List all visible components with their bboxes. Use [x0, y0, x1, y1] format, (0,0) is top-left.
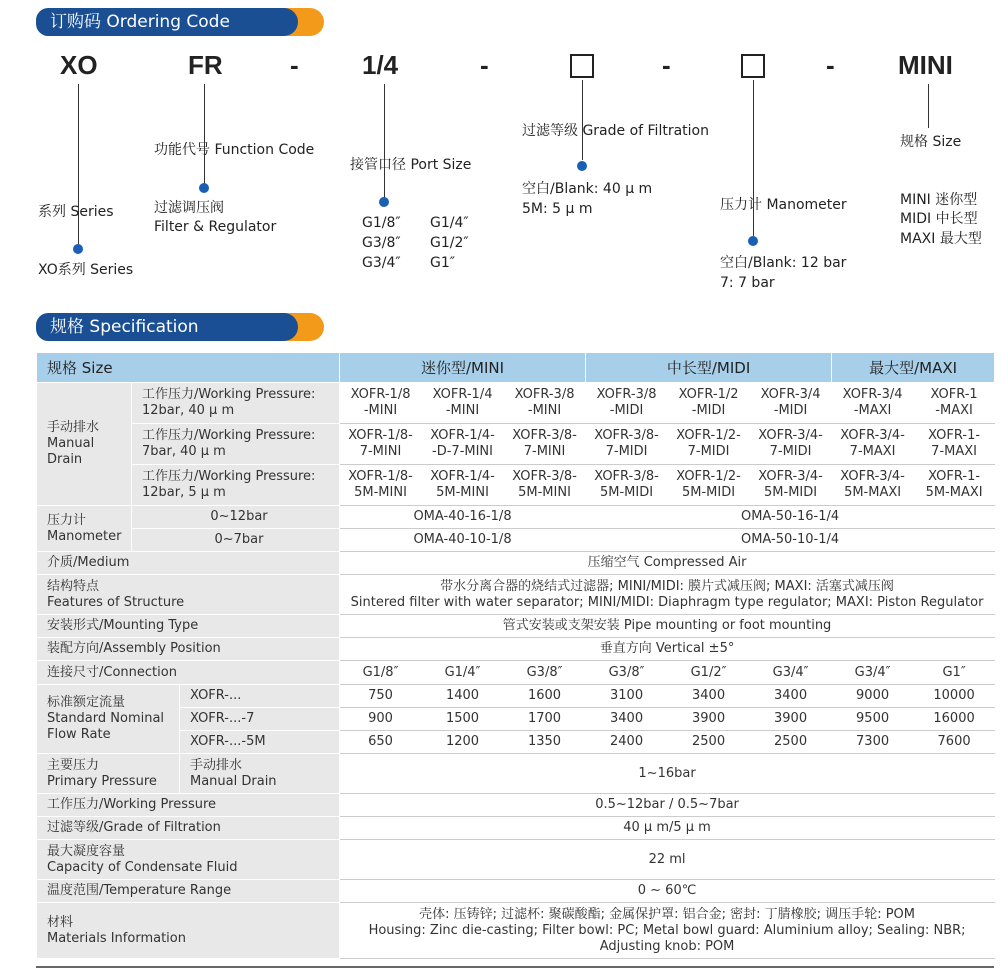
- condition-cell: [132, 465, 340, 506]
- structure-label: [37, 575, 340, 615]
- manometer-dot: [748, 236, 758, 246]
- materials-label-en: Materials Information: [47, 930, 186, 946]
- materials-label-cn: 材料: [47, 914, 74, 930]
- model-line: 7-MAXI: [931, 444, 977, 459]
- primary-sub-en: Manual Drain: [190, 773, 277, 789]
- table-bottom-rule: [36, 966, 994, 968]
- port-size-3: G3/8″: [362, 235, 401, 251]
- table-row: [37, 424, 995, 465]
- model-line: XOFR-3/4-: [758, 469, 823, 484]
- size-value-3: MAXI 最大型: [900, 231, 982, 247]
- port-size-5: G3/4″: [362, 255, 401, 271]
- primary-sub-cn: 手动排水: [190, 757, 243, 773]
- table-row: [37, 685, 995, 708]
- port-size-6: G1″: [430, 255, 455, 271]
- manual-drain-label: [37, 383, 132, 506]
- model-line: 7-MIDI: [769, 444, 812, 459]
- size-value-1: MINI 迷你型: [900, 192, 978, 208]
- table-row: [37, 615, 995, 638]
- model-line: 7-MINI: [523, 444, 566, 459]
- flow-label-en: Standard Nominal: [47, 711, 165, 726]
- primary-value: 1~16bar: [340, 754, 995, 794]
- temperature-value: 0 ~ 60℃: [340, 880, 995, 903]
- model-line: XOFR-1/8-: [348, 469, 413, 484]
- model-text: [671, 469, 746, 501]
- model-text: [753, 469, 828, 501]
- model-line: 7-MAXI: [849, 444, 896, 459]
- model-line: -MIDI: [609, 403, 644, 418]
- table-row: [37, 708, 995, 731]
- model-text: [589, 387, 664, 419]
- port-size-2: G1/4″: [430, 215, 469, 231]
- materials-label: [37, 903, 340, 959]
- model-line: XOFR-3/4: [760, 387, 821, 402]
- connection-value: G3/8″: [586, 661, 668, 685]
- code-size: MINI: [898, 50, 953, 80]
- connection-value: G3/4″: [750, 661, 832, 685]
- size-line: [928, 84, 929, 128]
- model-line: XOFR-3/8-: [594, 428, 659, 443]
- table-header-row: [37, 353, 995, 383]
- connection-value: G3/4″: [832, 661, 914, 685]
- model-line: XOFR-3/8: [514, 387, 575, 402]
- manometer-range: 0~7bar: [132, 529, 340, 552]
- flow-value: 750: [340, 685, 422, 708]
- mounting-value: 管式安装或支架安装 Pipe mounting or foot mounting: [340, 615, 995, 638]
- code-dash-1: -: [290, 50, 299, 80]
- medium-label: 介质/Medium: [37, 552, 340, 575]
- structure-value-cn: 带水分离合器的烧结式过滤器; MINI/MIDI: 膜片式减压阀; MAXI: 活塞式减压阀: [440, 578, 894, 594]
- model-text: [589, 428, 664, 460]
- condition-line: 12bar, 40 μ m: [142, 403, 235, 418]
- model-text: [671, 428, 746, 460]
- model-line: 7-MIDI: [605, 444, 648, 459]
- condition-line: 工作压力/Working Pressure:: [142, 387, 316, 402]
- model-text: [425, 387, 500, 419]
- model-cell: [422, 424, 504, 465]
- flow-value: 3900: [750, 708, 832, 731]
- filtration-label: 过滤等级 Grade of Filtration: [522, 123, 709, 139]
- structure-value-en: Sintered filter with water separator; MINI/MIDI: Diaphragm type regulator; MAXI: Piston Regulator: [350, 594, 984, 610]
- model-cell: [504, 465, 586, 506]
- connection-value: G1/4″: [422, 661, 504, 685]
- grade-value: 40 μ m/5 μ m: [340, 817, 995, 840]
- model-line: -MAXI: [853, 403, 892, 418]
- model-line: XOFR-1-: [928, 469, 981, 484]
- table-row: [37, 529, 995, 552]
- flow-value: 10000: [914, 685, 995, 708]
- model-line: 5M-MIDI: [682, 485, 736, 500]
- model-cell: [832, 383, 914, 424]
- table-row: [37, 880, 995, 903]
- model-cell: [750, 465, 832, 506]
- structure-value: [340, 575, 995, 615]
- manometer-label-en: Manometer: [47, 528, 122, 544]
- function-label: 功能代号 Function Code: [154, 142, 315, 158]
- series-label: 系列 Series: [38, 204, 114, 220]
- model-cell: [586, 465, 668, 506]
- model-text: [507, 387, 582, 419]
- manometer-label: 压力计 Manometer: [720, 197, 847, 213]
- model-line: 5M-MINI: [354, 485, 407, 500]
- table-row: [37, 383, 995, 424]
- model-text: [507, 469, 582, 501]
- flow-value: 3400: [668, 685, 750, 708]
- flow-value: 650: [340, 731, 422, 754]
- series-value: XO系列 Series: [38, 262, 134, 278]
- table-row: [37, 661, 995, 685]
- model-cell: [914, 465, 995, 506]
- model-line: XOFR-1/8: [350, 387, 411, 402]
- flow-model: XOFR-...: [180, 685, 340, 708]
- table-row: [37, 817, 995, 840]
- flow-value: 3400: [750, 685, 832, 708]
- model-line: XOFR-1/2: [678, 387, 739, 402]
- model-cell: [914, 424, 995, 465]
- ordering-code-title: 订购码 Ordering Code: [36, 8, 298, 36]
- model-line: 5M-MINI: [518, 485, 571, 500]
- model-cell: [422, 383, 504, 424]
- model-line: -MIDI: [691, 403, 726, 418]
- materials-value: [340, 903, 995, 959]
- model-line: XOFR-1/8-: [348, 428, 413, 443]
- code-dash-4: -: [826, 50, 835, 80]
- flow-value: 3400: [586, 708, 668, 731]
- model-text: [425, 469, 500, 501]
- flow-label-cn: 标准额定流量: [47, 695, 126, 710]
- model-line: -MINI: [445, 403, 480, 418]
- model-text: [917, 469, 991, 501]
- model-cell: [668, 383, 750, 424]
- model-line: XOFR-1/4: [432, 387, 493, 402]
- condition-line: 工作压力/Working Pressure:: [142, 469, 316, 484]
- size-label: 规格 Size: [900, 134, 962, 150]
- model-text: [671, 387, 746, 419]
- table-row: [37, 575, 995, 615]
- model-line: -MAXI: [935, 403, 973, 418]
- model-text: [425, 428, 500, 460]
- port-label: 接管口径 Port Size: [350, 157, 472, 173]
- model-cell: [914, 383, 995, 424]
- temperature-label: 温度范围/Temperature Range: [37, 880, 340, 903]
- code-fr: FR: [188, 50, 223, 80]
- model-cell: [586, 424, 668, 465]
- model-text: [835, 469, 910, 501]
- model-line: 5M-MAXI: [844, 485, 902, 500]
- table-row: [37, 638, 995, 661]
- flow-value: 2400: [586, 731, 668, 754]
- model-line: XOFR-1/2-: [676, 428, 741, 443]
- materials-value-en: Housing: Zinc die-casting; Filter bowl: PC; Metal bowl guard: Aluminium alloy; Sealing: NBR;: [368, 922, 966, 938]
- condensate-value: 22 ml: [340, 840, 995, 880]
- table-row: [37, 754, 995, 794]
- manometer-other: OMA-50-10-1/4: [586, 529, 995, 552]
- condition-line: 7bar, 40 μ m: [142, 444, 226, 459]
- table-row: [37, 840, 995, 880]
- model-text: [589, 469, 664, 501]
- model-text: [753, 428, 828, 460]
- model-text: [835, 428, 910, 460]
- table-row: [37, 731, 995, 754]
- flow-value: 7300: [832, 731, 914, 754]
- model-line: 7-MINI: [359, 444, 402, 459]
- assembly-value: 垂直方向 Vertical ±5°: [340, 638, 995, 661]
- model-line: 5M-MIDI: [600, 485, 654, 500]
- filtration-value-2: 5M: 5 μ m: [522, 201, 593, 217]
- model-line: XOFR-1-: [928, 428, 981, 443]
- manometer-value-2: 7: 7 bar: [720, 275, 775, 291]
- code-xo: XO: [60, 50, 98, 80]
- manual-drain-label-cn: 手动排水: [47, 420, 100, 435]
- specification-header: [36, 313, 324, 341]
- model-line: -D-7-MINI: [432, 444, 493, 459]
- primary-sub: [180, 754, 340, 794]
- manometer-range: 0~12bar: [132, 506, 340, 529]
- table-row: [37, 794, 995, 817]
- specification-table: [36, 352, 995, 959]
- condensate-label-cn: 最大凝度容量: [47, 843, 126, 859]
- model-line: 5M-MAXI: [925, 485, 983, 500]
- size-value-2: MIDI 中长型: [900, 211, 978, 227]
- model-cell: [586, 383, 668, 424]
- table-row: [37, 903, 995, 959]
- flow-label: [37, 685, 180, 754]
- model-text: [753, 387, 828, 419]
- flow-value: 1200: [422, 731, 504, 754]
- model-cell: [668, 424, 750, 465]
- function-value-en: Filter & Regulator: [154, 219, 277, 235]
- model-cell: [668, 465, 750, 506]
- model-text: [917, 387, 991, 419]
- model-line: XOFR-3/8-: [512, 428, 577, 443]
- code-port: 1/4: [362, 50, 399, 80]
- flow-value: 1400: [422, 685, 504, 708]
- flow-value: 2500: [750, 731, 832, 754]
- structure-label-cn: 结构特点: [47, 578, 100, 594]
- model-line: XOFR-1/2-: [676, 469, 741, 484]
- flow-model: XOFR-...-7: [180, 708, 340, 731]
- materials-value-cn: 壳体: 压铸锌; 过滤杯: 聚碳酸酯; 金属保护罩: 铝合金; 密封: 丁腈橡胶; 调压手轮: POM: [419, 906, 915, 922]
- model-line: 5M-MIDI: [764, 485, 818, 500]
- table-row: [37, 506, 995, 529]
- primary-label: [37, 754, 180, 794]
- model-cell: [832, 424, 914, 465]
- model-cell: [422, 465, 504, 506]
- header-mini: 迷你型/MINI: [340, 353, 586, 383]
- function-line: [204, 84, 205, 184]
- flow-value: 16000: [914, 708, 995, 731]
- model-text: [917, 428, 991, 460]
- filtration-line: [582, 80, 583, 160]
- flow-value: 3900: [668, 708, 750, 731]
- filtration-value-1: 空白/Blank: 40 μ m: [522, 181, 653, 197]
- flow-value: 3100: [586, 685, 668, 708]
- manual-drain-label-en2: Drain: [47, 452, 83, 467]
- connection-value: G1/8″: [340, 661, 422, 685]
- header-maxi: 最大型/MAXI: [832, 353, 995, 383]
- model-text: [343, 469, 418, 501]
- model-cell: [340, 383, 422, 424]
- model-line: 7-MIDI: [687, 444, 730, 459]
- condition-line: 12bar, 5 μ m: [142, 485, 226, 500]
- flow-value: 1350: [504, 731, 586, 754]
- filtration-dot: [577, 161, 587, 171]
- model-line: 5M-MINI: [436, 485, 489, 500]
- flow-value: 2500: [668, 731, 750, 754]
- condition-cell: [132, 424, 340, 465]
- model-line: XOFR-3/4-: [840, 469, 905, 484]
- model-line: XOFR-1/4-: [430, 469, 495, 484]
- model-line: -MIDI: [773, 403, 808, 418]
- manometer-value-1: 空白/Blank: 12 bar: [720, 255, 847, 271]
- condensate-label-en: Capacity of Condensate Fluid: [47, 859, 238, 875]
- condensate-label: [37, 840, 340, 880]
- header-midi: 中长型/MIDI: [586, 353, 832, 383]
- model-line: XOFR-1/4-: [430, 428, 495, 443]
- model-cell: [750, 424, 832, 465]
- port-dot: [379, 197, 389, 207]
- model-line: XOFR-3/4: [842, 387, 903, 402]
- manometer-box: [741, 54, 765, 78]
- series-dot: [73, 244, 83, 254]
- flow-value: 1500: [422, 708, 504, 731]
- model-text: [343, 387, 418, 419]
- model-line: XOFR-3/8-: [512, 469, 577, 484]
- flow-value: 900: [340, 708, 422, 731]
- header-size: 规格 Size: [37, 353, 340, 383]
- connection-value: G1″: [914, 661, 995, 685]
- model-text: [507, 428, 582, 460]
- model-line: XOFR-3/8-: [594, 469, 659, 484]
- specification-title: 规格 Specification: [36, 313, 298, 341]
- model-text: [835, 387, 910, 419]
- port-line: [384, 84, 385, 198]
- code-dash-3: -: [662, 50, 671, 80]
- function-dot: [199, 183, 209, 193]
- model-text: [343, 428, 418, 460]
- manual-drain-label-en: Manual: [47, 436, 95, 451]
- model-line: -MINI: [363, 403, 398, 418]
- materials-value-en2: Adjusting knob: POM: [599, 938, 735, 954]
- ordering-code-header: [36, 8, 324, 36]
- model-cell: [832, 465, 914, 506]
- manometer-label-cn: 压力计: [47, 512, 87, 528]
- working-value: 0.5~12bar / 0.5~7bar: [340, 794, 995, 817]
- code-dash-2: -: [480, 50, 489, 80]
- model-line: XOFR-3/4-: [758, 428, 823, 443]
- model-line: XOFR-3/4-: [840, 428, 905, 443]
- working-label: 工作压力/Working Pressure: [37, 794, 340, 817]
- port-size-1: G1/8″: [362, 215, 401, 231]
- flow-value: 9000: [832, 685, 914, 708]
- model-cell: [750, 383, 832, 424]
- mounting-label: 安装形式/Mounting Type: [37, 615, 340, 638]
- connection-value: G1/2″: [668, 661, 750, 685]
- connection-label: 连接尺寸/Connection: [37, 661, 340, 685]
- model-line: XOFR-1: [930, 387, 978, 402]
- function-value-cn: 过滤调压阀: [154, 200, 224, 216]
- model-line: XOFR-3/8: [596, 387, 657, 402]
- assembly-label: 装配方向/Assembly Position: [37, 638, 340, 661]
- structure-label-en: Features of Structure: [47, 594, 185, 610]
- manometer-other: OMA-50-16-1/4: [586, 506, 995, 529]
- model-cell: [340, 424, 422, 465]
- manometer-label: [37, 506, 132, 552]
- table-row: [37, 465, 995, 506]
- primary-label-cn: 主要压力: [47, 757, 100, 773]
- model-cell: [504, 383, 586, 424]
- condition-cell: [132, 383, 340, 424]
- manometer-mini: OMA-40-16-1/8: [340, 506, 586, 529]
- port-size-4: G1/2″: [430, 235, 469, 251]
- primary-label-en: Primary Pressure: [47, 773, 157, 789]
- manometer-mini: OMA-40-10-1/8: [340, 529, 586, 552]
- flow-model: XOFR-...-5M: [180, 731, 340, 754]
- table-row: [37, 552, 995, 575]
- grade-label: 过滤等级/Grade of Filtration: [37, 817, 340, 840]
- flow-value: 1700: [504, 708, 586, 731]
- flow-value: 9500: [832, 708, 914, 731]
- flow-label-en2: Flow Rate: [47, 727, 111, 742]
- medium-value: 压缩空气 Compressed Air: [340, 552, 995, 575]
- flow-value: 7600: [914, 731, 995, 754]
- connection-value: G3/8″: [504, 661, 586, 685]
- condition-line: 工作压力/Working Pressure:: [142, 428, 316, 443]
- model-cell: [340, 465, 422, 506]
- flow-value: 1600: [504, 685, 586, 708]
- model-cell: [504, 424, 586, 465]
- filtration-box: [570, 54, 594, 78]
- model-line: -MINI: [527, 403, 562, 418]
